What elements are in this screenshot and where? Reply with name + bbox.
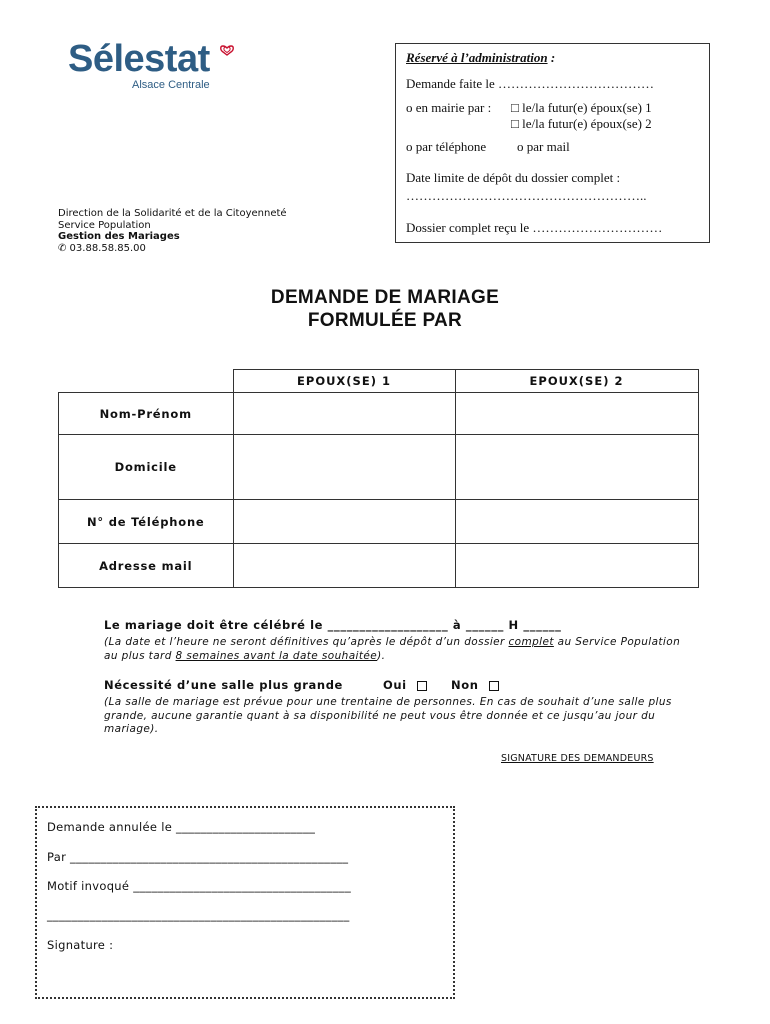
salle-oui-label: Oui: [383, 678, 407, 692]
admin-option-telephone[interactable]: o par téléphone: [406, 139, 487, 154]
mariage-date-line[interactable]: Le mariage doit être célébré le ___________________ à ______ H ______: [104, 618, 562, 632]
admin-dossier-recu[interactable]: Dossier complet reçu le …………………………: [406, 220, 663, 235]
admin-title: Réservé à l’administration :: [406, 50, 556, 65]
cell-telephone-epoux1[interactable]: [233, 500, 455, 544]
cell-mail-epoux1[interactable]: [233, 544, 455, 588]
salle-non-checkbox[interactable]: [489, 681, 499, 691]
row-label-mail: Adresse mail: [59, 544, 234, 588]
signature-demandeurs: SIGNATURE DES DEMANDEURS: [501, 753, 654, 764]
service-population: Service Population: [58, 219, 151, 231]
admin-mairie-label: o en mairie par :: [406, 100, 492, 115]
salle-oui-option[interactable]: [383, 678, 427, 692]
heart-logo-icon: [219, 44, 235, 56]
admin-option-mail[interactable]: o par mail: [517, 139, 570, 154]
row-label-nom: Nom-Prénom: [59, 393, 234, 435]
logo-subtitle: Alsace Centrale: [132, 79, 210, 91]
cell-telephone-epoux2[interactable]: [455, 500, 698, 544]
admin-reserved-box: [395, 43, 710, 243]
salle-label: Nécessité d’une salle plus grande: [104, 678, 343, 692]
col-header-epoux1: EPOUX(SE) 1: [233, 370, 455, 393]
cell-nom-epoux2[interactable]: [455, 393, 698, 435]
col-header-epoux2: EPOUX(SE) 2: [455, 370, 698, 393]
service-phone: ✆ 03.88.58.85.00: [58, 242, 146, 254]
row-label-domicile: Domicile: [59, 435, 234, 500]
cancel-date-field[interactable]: Demande annulée le _______________________: [47, 820, 316, 834]
admin-option-epoux2[interactable]: □ le/la futur(e) époux(se) 2: [511, 116, 652, 131]
cancel-motif-field[interactable]: Motif invoqué ____________________________________: [47, 879, 352, 893]
spouses-table: [58, 369, 699, 588]
title-line2: FORMULÉE PAR: [307, 310, 463, 331]
admin-date-limite-dots[interactable]: ………………………………………………..: [406, 188, 647, 203]
row-label-telephone: N° de Téléphone: [59, 500, 234, 544]
service-info: [58, 208, 287, 254]
cell-mail-epoux2[interactable]: [455, 544, 698, 588]
salle-oui-checkbox[interactable]: [417, 681, 427, 691]
title-line1: DEMANDE DE MARIAGE: [270, 287, 500, 308]
cancel-blank-line[interactable]: __________________________________________________: [47, 908, 350, 922]
cell-nom-epoux1[interactable]: [233, 393, 455, 435]
cancel-box: [35, 806, 455, 999]
cell-domicile-epoux1[interactable]: [233, 435, 455, 500]
salle-non-label: Non: [451, 678, 479, 692]
page-title: [0, 286, 770, 332]
admin-option-epoux1[interactable]: □ le/la futur(e) époux(se) 1: [511, 100, 652, 115]
table-row: [59, 500, 699, 544]
logo-name: Sélestat: [68, 38, 210, 80]
salle-non-option[interactable]: [451, 678, 499, 692]
service-direction: Direction de la Solidarité et de la Citoyenneté: [58, 208, 287, 219]
cancel-par-field[interactable]: Par ______________________________________________: [47, 850, 349, 864]
salle-note: (La salle de mariage est prévue pour une trentaine de personnes. En cas de souhait d’une salle plus grande, aucune garantie quant à sa disponibilité ne peut vous être donnée et ce jusqu’au jour du mariage).: [104, 696, 672, 735]
service-gestion: Gestion des Mariages: [58, 231, 180, 242]
admin-demande-date: Demande faite le ………………………………: [406, 76, 655, 91]
table-row: [59, 393, 699, 435]
table-row: [59, 544, 699, 588]
admin-date-limite: Date limite de dépôt du dossier complet :: [406, 170, 621, 185]
table-corner: [59, 370, 234, 393]
cancel-signature-label: Signature :: [47, 938, 114, 952]
table-row: [59, 435, 699, 500]
cell-domicile-epoux2[interactable]: [455, 435, 698, 500]
mariage-note: (La date et l’heure ne seront définitives qu’après le dépôt d’un dossier complet au Service Population au plus tard 8 semaines avant la date souhaitée).: [104, 636, 681, 662]
